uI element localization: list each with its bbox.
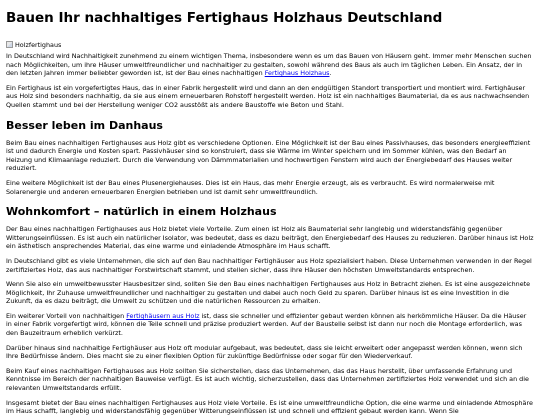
p4-text-end: ist, dass sie schneller und effizienter gebaut werden können als herkömmliche Häuser. Da die Häuser in einer Fabrik vorgefertigt wird, können die Teile schnell und präzise produziert werden. Auf der Baustelle selbst ist dann nur noch die Montage erforderlich, was den Bauzeitraum erheblich verkürzt. (6, 311, 527, 338)
broken-image-icon (6, 41, 13, 48)
page-title: Bauen Ihr nachhaltiges Fertighaus Holzhaus Deutschland (6, 10, 443, 26)
link-fertighaus-holzhaus[interactable]: Fertighaus Holzhaus (264, 69, 330, 78)
hero-image-alt: Holzfertighaus (15, 40, 62, 49)
section2-paragraph-3: Wenn Sie also ein umweltbewusster Hausbesitzer sind, sollten Sie den Bau eines nachhaltigen Fertighauses aus Holz in Betracht ziehen. Es ist eine ausgezeichnete Möglichkeit, Ihr Zuhause umweltfreundlicher und nachhaltiger zu gestalten und dabei auch noch Geld zu sparen. Darüber hinaus ist es eine Investition in die Zukunft, da es dazu beiträgt, die Umwelt zu schützen und die natürlichen Ressourcen zu erhalten. (6, 280, 531, 306)
hero-image (6, 41, 61, 49)
section2-paragraph-6: Beim Kauf eines nachhaltigen Fertighauses aus Holz sollten Sie sicherstellen, dass das Unternehmen, das das Haus herstellt, über umfassende Erfahrung und Kenntnisse im Bereich der nachhaltigen Bauweise verfügt. Es ist auch wichtig, sicherzustellen, dass das Unternehmen zertifiziertes Holz verwendet und sich an die relevanten Umweltstandards erfüllt. (6, 366, 529, 393)
p4-text: Ein weiterer Vorteil von nachhaltigen (6, 311, 127, 320)
section2-paragraph-7: Insgesamt bietet der Bau eines nachhaltigen Fertighauses aus Holz viele Vorteile. Es ist eine umweltfreundliche Option, die eine warme und einladende Atmosphäre im Haus schafft, langlebig und widerstandsfähig gegenüber Witterungseinflüssen ist und schnell und effizient gebaut werden kann. Wenn Sie (6, 398, 533, 416)
link-fertighaeuser-aus-holz[interactable]: Fertighäusern aus Holz (126, 311, 200, 320)
section2-paragraph-4 (6, 312, 534, 338)
section1-paragraph-2: Eine weitere Möglichkeit ist der Bau eines Plusenergiehauses. Dies ist ein Haus, das mehr Energie erzeugt, als es verbraucht. Es wird normalerweise mit Solarenergie und anderen erneuerbaren Energien betrieben und ist damit sehr umweltfreundlich. (6, 178, 495, 196)
intro-paragraph-1 (6, 52, 534, 78)
section2-paragraph-1: Der Bau eines nachhaltigen Fertighauses aus Holz bietet viele Vorteile. Zum einen ist Holz als Baumaterial sehr langlebig und widerstandsfähig gegenüber Witterungseinflüssen. Es ist auch ein natürlicher Isolator, was bedeutet, dass es dazu beiträgt, den Energiebedarf des Hauses zu reduzieren. Darüber hinaus ist Holz ein ästhetisch ansprechendes Material, das eine warme und einladende Atmosphäre im Haus schafft. (6, 225, 534, 251)
intro-text: In Deutschland wird Nachhaltigkeit zunehmend zu einem wichtigen Thema, insbesondere wenn es um das Bauen von Häusern geht. Immer mehr Menschen suchen nach Möglichkeiten, um ihre Häuser umweltfreundlicher und nachhaltiger zu gestalten, sowohl während des Baus als auch im täglichen Leben. Ein Ansatz, der in den letzten Jahren immer beliebter geworden ist, ist der Bau eines nachhaltigen (6, 52, 532, 78)
intro-text-end: . (329, 69, 332, 78)
intro-paragraph-2: Ein Fertighaus ist ein vorgefertigtes Haus, das in einer Fabrik hergestellt wird und dann an den endgültigen Standort transportiert und montiert wird. Fertighäuser aus Holz sind besonders nachhaltig, da sie aus einem erneuerbaren Rohstoff hergestellt werden. Holz ist ein nachhaltiges Baumaterial, da es aus nachwachsenden Quellen stammt und bei der Herstellung weniger CO2 ausstößt als andere Baustoffe wie Beton und Stahl. (6, 83, 530, 109)
section-heading-wohnkomfort: Wohnkomfort – natürlich in einem Holzhaus (6, 205, 277, 219)
section2-paragraph-5: Darüber hinaus sind nachhaltige Fertighäuser aus Holz oft modular aufgebaut, was bedeutet, dass sie leicht erweitert oder angepasst werden können, wenn sich Ihre Bedürfnisse ändern. Dies macht sie zu einer flexiblen Option für zukünftige Bedürfnisse oder sogar für den Wiederverkauf. (6, 343, 523, 361)
section2-paragraph-2: In Deutschland gibt es viele Unternehmen, die sich auf den Bau nachhaltiger Fertighäuser aus Holz spezialisiert haben. Diese Unternehmen verwenden in der Regel zertifiziertes Holz, das aus nachhaltiger Forstwirtschaft stammt, und stellen sicher, dass ihre Häuser den höchsten Umweltstandards entsprechen. (6, 256, 532, 274)
section1-paragraph-1: Beim Bau eines nachhaltigen Fertighauses aus Holz gibt es verschiedene Optionen. Eine Möglichkeit ist der Bau eines Passivhauses, das besonders energieeffizient ist und dadurch Energie und Kosten spart. Passivhäuser sind so konstruiert, dass sie Wärme im Winter speichern und im Sommer kühlen, was den Bedarf an Heizung und Klimaanlage reduziert. Durch die Verwendung von Dämmmaterialien und hochwertigen Fenstern wird auch der Energiebedarf des Hauses weiter reduziert. (6, 138, 531, 173)
section-heading-danhaus: Besser leben im Danhaus (6, 118, 163, 132)
